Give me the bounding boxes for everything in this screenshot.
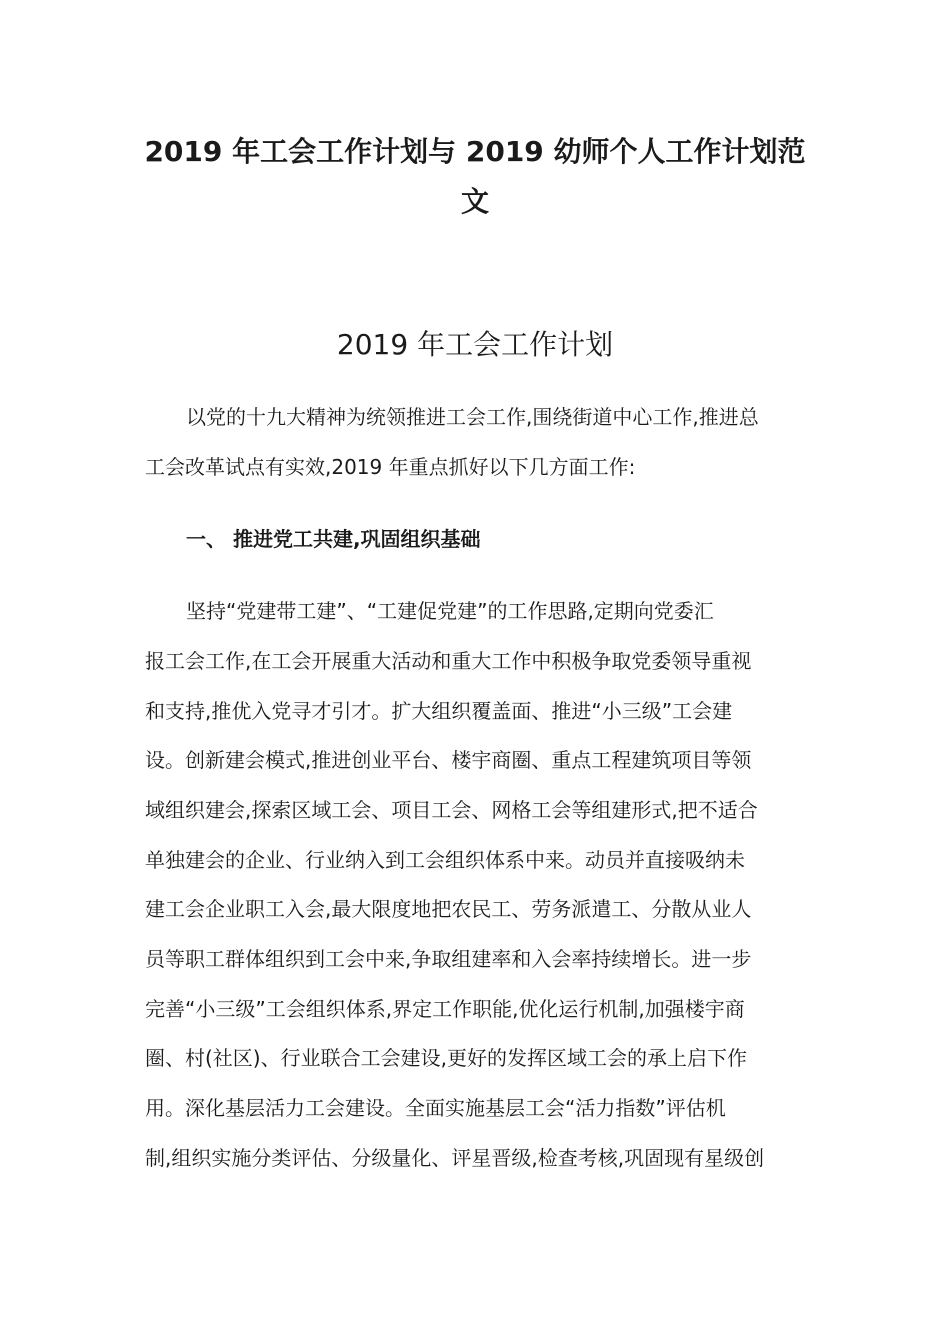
- section-title: 2019 年工会工作计划: [336, 328, 614, 361]
- body-line: 建工会企业职工入会,最大限度地把农民工、劳务派遣工、分散从业人: [145, 897, 752, 921]
- body-line: 用。深化基层活力工会建设。全面实施基层工会“活力指数”评估机: [145, 1096, 726, 1120]
- body-line: 员等职工群体组织到工会中来,争取组建率和入会率持续增长。进一步: [145, 947, 752, 971]
- body-line: 报工会工作,在工会开展重大活动和重大工作中积极争取党委领导重视: [145, 649, 752, 673]
- body-line: 圈、村(社区)、行业联合工会建设,更好的发挥区域工会的承上启下作: [145, 1046, 747, 1070]
- document-title-line-1: 2019 年工会工作计划与 2019 幼师个人工作计划范: [144, 135, 806, 168]
- intro-line: 以党的十九大精神为统领推进工会工作,围绕街道中心工作,推进总: [186, 405, 759, 429]
- body-line: 坚持“党建带工建”、“工建促党建”的工作思路,定期向党委汇: [186, 599, 714, 623]
- intro-line: 工会改革试点有实效,2019 年重点抓好以下几方面工作:: [145, 455, 636, 479]
- document-title-line-2: 文: [460, 185, 489, 218]
- body-line: 完善“小三级”工会组织体系,界定工作职能,优化运行机制,加强楼宇商: [145, 997, 745, 1021]
- body-line: 制,组织实施分类评估、分级量化、评星晋级,检查考核,巩固现有星级创: [145, 1146, 765, 1170]
- body-line: 和支持,推优入党寻才引才。扩大组织覆盖面、推进“小三级”工会建: [145, 699, 733, 723]
- body-line: 设。创新建会模式,推进创业平台、楼宇商圈、重点工程建筑项目等领: [145, 748, 752, 772]
- section-heading-1: 一、 推进党工共建,巩固组织基础: [186, 527, 481, 551]
- body-line: 域组织建会,探索区域工会、项目工会、网格工会等组建形式,把不适合: [145, 798, 758, 822]
- body-line: 单独建会的企业、行业纳入到工会组织体系中来。动员并直接吸纳未: [145, 848, 745, 872]
